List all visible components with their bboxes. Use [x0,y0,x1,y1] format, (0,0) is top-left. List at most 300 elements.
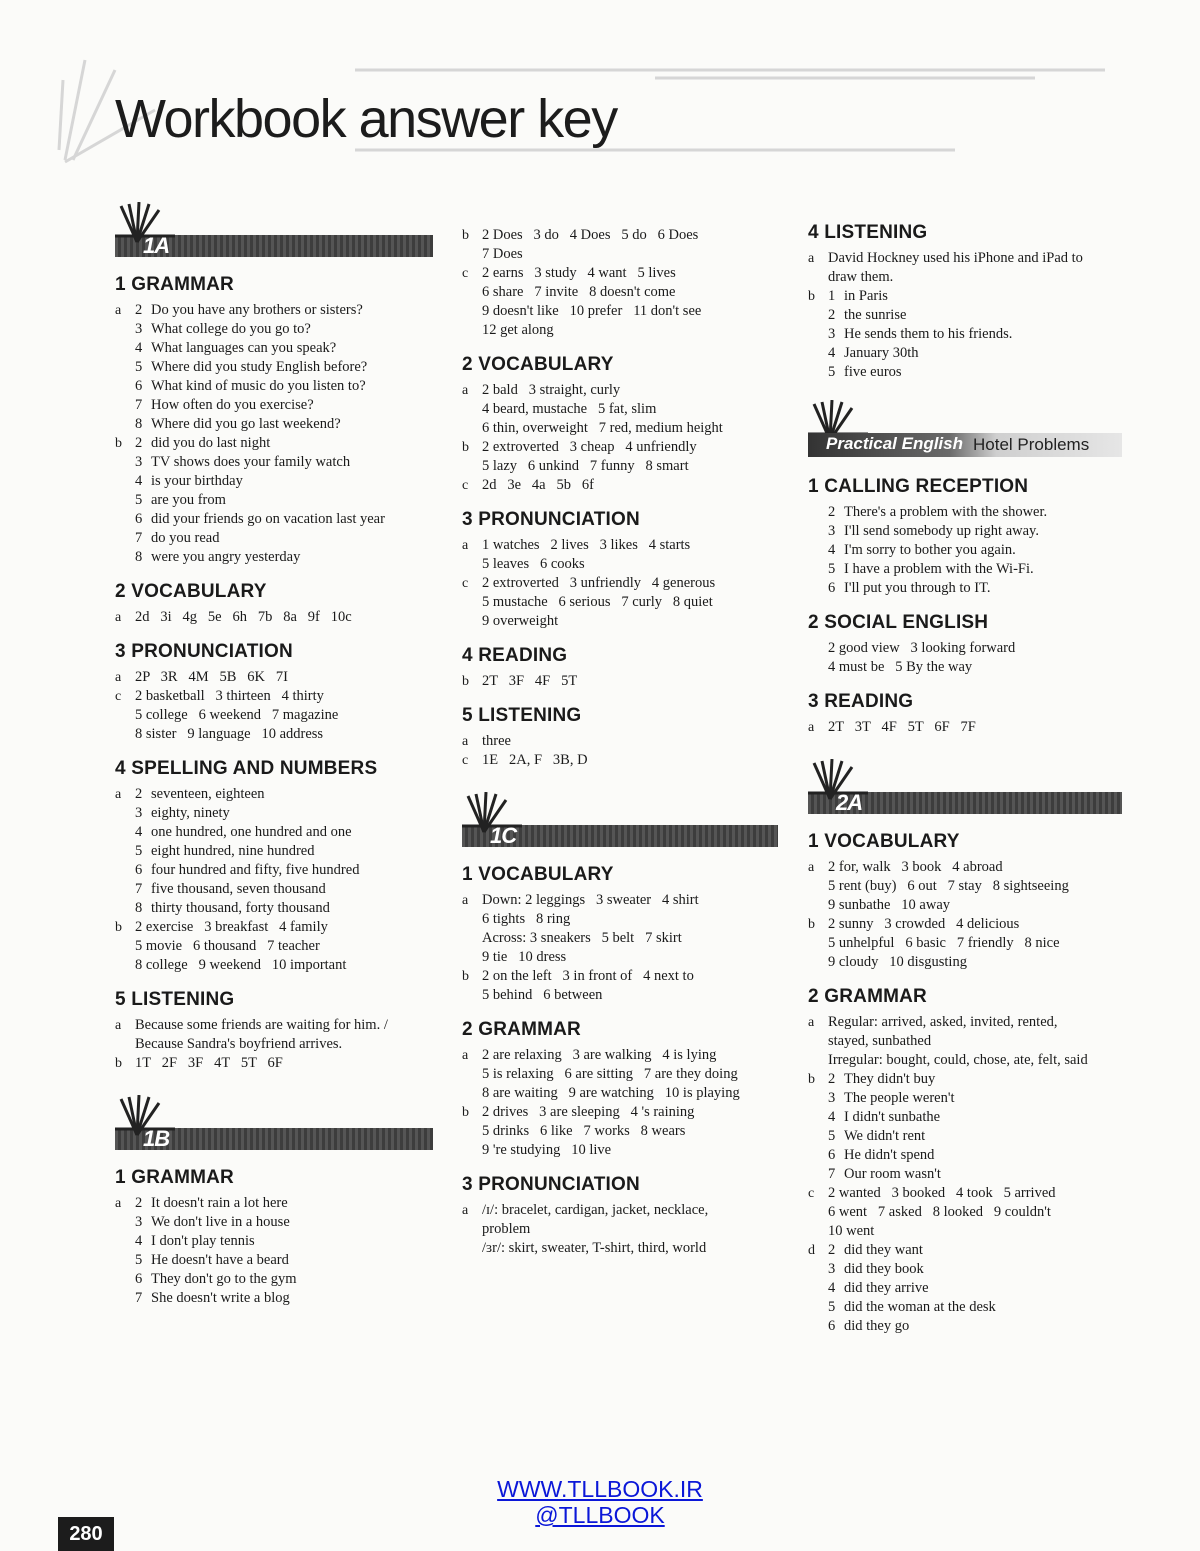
answer-line: 2T 3F 4F 5T [482,673,578,689]
answer-part [462,732,778,751]
numbered-answer [135,548,433,567]
answer-number: 4 [828,542,836,558]
answer-section-continued [462,226,778,340]
answer-part [808,915,1122,972]
part-letter: c [808,1186,815,1201]
answer-section [462,645,778,691]
section-heading: 4 READING [462,645,568,666]
part-letter: a [808,1015,815,1030]
numbered-answer [135,1270,433,1289]
part-letter: a [462,893,469,908]
section-heading: 2 SOCIAL ENGLISH [808,612,989,633]
section-heading: 5 LISTENING [115,989,235,1010]
answer-number: 3 [135,454,143,470]
answer-line: 4 must be 5 By the way [828,659,973,675]
part-letter: d [808,1243,815,1258]
section-heading: 5 LISTENING [462,705,582,726]
numbered-answer [828,522,1122,541]
answer-line: 5 drinks 6 like 7 works 8 wears [482,1123,686,1139]
section-heading: 4 LISTENING [808,222,928,243]
answer-section [462,864,778,1005]
page-title: Workbook answer key [115,89,617,149]
answer-number: 5 [135,1252,143,1268]
numbered-answer [135,823,433,842]
answer-text: They don't go to the gym [151,1271,297,1287]
numbered-answer [828,363,1122,382]
answer-number: 7 [135,881,143,897]
answer-line: problem [482,1221,531,1237]
answer-line: 8 sister 9 language 10 address [135,726,324,742]
answer-text: Where did you go last weekend? [151,416,341,432]
part-letter: a [462,734,469,749]
answer-line: 2d 3i 4g 5e 6h 7b 8a 9f 10c [135,609,352,625]
answer-number: 6 [135,1271,143,1287]
column-middle [462,226,778,1258]
answer-line: 10 went [828,1223,875,1239]
numbered-answer [135,1251,433,1270]
answer-text: What college do you go to? [151,321,311,337]
part-letter: b [115,920,122,935]
part-letter: a [462,538,469,553]
numbered-answer [135,396,433,415]
answer-number: 4 [828,1280,836,1296]
answer-part [808,1241,1122,1336]
answer-section [808,612,1122,677]
answer-text: are you from [151,492,226,508]
answer-line: David Hockney used his iPhone and iPad to [828,250,1083,266]
answer-number: 4 [135,340,143,356]
answer-line: 2 Does 3 do 4 Does 5 do 6 Does [482,227,699,243]
answer-text: the sunrise [844,307,907,323]
answer-text: He didn't spend [844,1147,935,1163]
answer-section [462,354,778,495]
numbered-answer [135,1194,433,1213]
answer-number: 6 [828,1147,836,1163]
section-heading: 3 PRONUNCIATION [115,641,293,662]
answer-section [808,476,1122,598]
answer-text: TV shows does your family watch [151,454,351,470]
answer-line: 2 extroverted 3 unfriendly 4 generous [482,575,716,591]
numbered-answer [135,785,433,804]
answer-line: 9 tie 10 dress [482,949,567,965]
answer-number: 1 [828,288,836,304]
unit-label: 2A [836,790,863,815]
answer-number: 4 [828,1109,836,1125]
part-letter: b [808,289,815,304]
answer-part [808,503,1122,598]
answer-line: 2d 3e 4a 5b 6f [482,477,594,493]
answer-line: 5 unhelpful 6 basic 7 friendly 8 nice [828,935,1060,951]
answer-line: 5 mustache 6 serious 7 curly 8 quiet [482,594,713,610]
answer-text: January 30th [844,345,919,361]
answer-part [808,718,1122,737]
answer-number: 2 [135,786,143,802]
answer-line: 6 thin, overweight 7 red, medium height [482,420,723,436]
section-heading: 1 GRAMMAR [115,1167,234,1188]
answer-section [462,1019,778,1160]
answer-number: 4 [135,473,143,489]
answer-line: 2 wanted 3 booked 4 took 5 arrived [828,1185,1056,1201]
answer-number: 2 [135,1195,143,1211]
answer-text: The people weren't [844,1090,955,1106]
answer-number: 3 [135,321,143,337]
answer-part [462,1201,778,1258]
answer-text: She doesn't write a blog [151,1290,290,1306]
page-number: 280 [58,1517,114,1551]
answer-line: 1 watches 2 lives 3 likes 4 starts [482,537,691,553]
part-letter: c [462,478,469,493]
answer-text: do you read [151,530,220,546]
answer-line: 5 college 6 weekend 7 magazine [135,707,339,723]
footer-channel-link[interactable]: @TLLBOOK [535,1502,665,1528]
answer-line: 2 extroverted 3 cheap 4 unfriendly [482,439,697,455]
part-letter: a [115,1018,122,1033]
answer-text: It doesn't rain a lot here [151,1195,288,1211]
answer-part [462,438,778,476]
answer-text: did they book [844,1261,924,1277]
answer-text: Do you have any brothers or sisters? [151,302,363,318]
answer-line: 6 share 7 invite 8 doesn't come [482,284,676,300]
numbered-answer [135,301,433,320]
answer-part [462,1046,778,1103]
answer-text: four hundred and fifty, five hundred [151,862,360,878]
answer-section [462,1174,778,1258]
part-letter: b [462,969,469,984]
answer-number: 6 [135,511,143,527]
answer-text: What kind of music do you listen to? [151,378,366,394]
answer-section [115,989,433,1073]
section-heading: 3 PRONUNCIATION [462,509,640,530]
answer-number: 4 [135,824,143,840]
numbered-answer [828,1279,1122,1298]
answer-text: eighty, ninety [151,805,230,821]
answer-text: is your birthday [151,473,243,489]
answer-part [462,574,778,631]
answer-part [462,264,778,340]
answer-number: 6 [135,378,143,394]
numbered-answer [135,377,433,396]
answer-text: I have a problem with the Wi-Fi. [844,561,1034,577]
section-heading: 3 PRONUNCIATION [462,1174,640,1195]
numbered-answer [135,510,433,529]
answer-text: I'll send somebody up right away. [844,523,1039,539]
answer-text: did the woman at the desk [844,1299,996,1315]
answer-section [115,641,433,744]
answer-line: 2 basketball 3 thirteen 4 thirty [135,688,324,704]
part-letter: a [115,787,122,802]
answer-text: one hundred, one hundred and one [151,824,352,840]
numbered-answer [828,1260,1122,1279]
answer-text: thirty thousand, forty thousand [151,900,330,916]
answer-line: Because some friends are waiting for him. / [135,1017,388,1033]
answer-line: 5 movie 6 thousand 7 teacher [135,938,320,954]
numbered-answer [828,1241,1122,1260]
answer-number: 2 [828,1071,836,1087]
answer-line: draw them. [828,269,894,285]
answer-part [808,1070,1122,1184]
numbered-answer [828,1108,1122,1127]
answer-section [462,705,778,770]
answer-part [115,608,433,627]
answer-part [808,287,1122,382]
numbered-answer [135,453,433,472]
answer-text: five thousand, seven thousand [151,881,326,897]
answer-part [808,858,1122,915]
part-letter: a [808,860,815,875]
part-letter: b [462,1105,469,1120]
answer-number: 6 [135,862,143,878]
numbered-answer [828,541,1122,560]
numbered-answer [135,339,433,358]
numbered-answer [135,899,433,918]
section-heading: 1 GRAMMAR [115,274,234,295]
numbered-answer [135,358,433,377]
answer-part [462,891,778,967]
answer-line: 6 went 7 asked 8 looked 9 couldn't [828,1204,1051,1220]
answer-line: 5 leaves 6 cooks [482,556,585,572]
numbered-answer [828,325,1122,344]
part-letter: b [462,440,469,455]
answer-part [115,1054,433,1073]
answer-text: did you do last night [151,435,271,451]
answer-line: 2 good view 3 looking forward [828,640,1016,656]
answer-part [115,1016,433,1054]
answer-line: /ɜr/: skirt, sweater, T-shirt, third, world [482,1240,707,1256]
answer-part [462,967,778,1005]
answer-number: 4 [828,345,836,361]
part-letter: a [462,1203,469,1218]
numbered-answer [135,880,433,899]
answer-number: 7 [135,1290,143,1306]
section-heading: 2 GRAMMAR [462,1019,581,1040]
numbered-answer [135,491,433,510]
part-letter: b [115,1056,122,1071]
answer-part [462,476,778,495]
answer-part [115,687,433,744]
answer-line: 7 Does [482,246,523,262]
answer-line: 9 doesn't like 10 prefer 11 don't see [482,303,702,319]
part-letter: b [462,228,469,243]
section-heading: 1 VOCABULARY [808,831,960,852]
answer-text: did they go [844,1318,910,1334]
answer-line: 2 exercise 3 breakfast 4 family [135,919,328,935]
answer-line: /ɪ/: bracelet, cardigan, jacket, necklace, [482,1202,709,1218]
column-right [808,222,1122,1336]
numbered-answer [135,472,433,491]
answer-text: He doesn't have a beard [151,1252,289,1268]
section-heading: 1 VOCABULARY [462,864,614,885]
part-letter: b [115,436,122,451]
answer-line: 9 sunbathe 10 away [828,897,951,913]
part-letter: c [115,689,122,704]
answer-line: stayed, sunbathed [828,1033,932,1049]
numbered-answer [828,1317,1122,1336]
answer-line: Because Sandra's boyfriend arrives. [135,1036,343,1052]
answer-text: We didn't rent [844,1128,926,1144]
answer-section [808,222,1122,382]
answer-text: I'm sorry to bother you again. [844,542,1016,558]
numbered-answer [828,579,1122,598]
answer-part [115,668,433,687]
part-letter: a [115,610,122,625]
numbered-answer [828,344,1122,363]
answer-number: 2 [828,307,836,323]
numbered-answer [135,861,433,880]
answer-section [115,1167,433,1308]
part-letter: a [115,303,122,318]
part-letter: c [462,753,469,768]
numbered-answer [828,560,1122,579]
answer-line: 9 overweight [482,613,559,629]
numbered-answer [828,287,1122,306]
answer-number: 3 [828,1090,836,1106]
answer-number: 8 [135,416,143,432]
answer-text: in Paris [844,288,888,304]
answer-line: 2 bald 3 straight, curly [482,382,621,398]
part-letter: a [115,1196,122,1211]
numbered-answer [135,1213,433,1232]
unit-label: 1B [143,1126,170,1151]
answer-number: 8 [135,900,143,916]
part-letter: b [808,917,815,932]
section-heading: 1 CALLING RECEPTION [808,476,1029,497]
answer-part [808,639,1122,677]
answer-line: 8 are waiting 9 are watching 10 is playing [482,1085,740,1101]
answer-part [808,1013,1122,1070]
answer-text: He sends them to his friends. [844,326,1013,342]
answer-line: 2T 3T 4F 5T 6F 7F [828,719,976,735]
answer-part [808,249,1122,287]
answer-number: 3 [828,326,836,342]
numbered-answer [828,503,1122,522]
answer-line: 5 is relaxing 6 are sitting 7 are they doing [482,1066,738,1082]
answer-section [808,691,1122,737]
answer-number: 5 [828,1299,836,1315]
unit-banner [115,202,433,260]
answer-part [462,381,778,438]
answer-part [462,751,778,770]
answer-number: 5 [135,359,143,375]
numbered-answer [135,415,433,434]
answer-text: I'll put you through to IT. [844,580,991,596]
answer-text: Where did you study English before? [151,359,368,375]
answer-part [115,434,433,567]
practical-english-banner [808,400,1122,462]
part-letter: c [462,576,469,591]
answer-section [808,831,1122,972]
numbered-answer [828,1298,1122,1317]
section-heading: 2 GRAMMAR [808,986,927,1007]
answer-text: I don't play tennis [151,1233,255,1249]
answer-line: Down: 2 leggings 3 sweater 4 shirt [482,892,699,908]
numbered-answer [828,1146,1122,1165]
numbered-answer [135,842,433,861]
part-letter: b [808,1072,815,1087]
answer-line: 5 rent (buy) 6 out 7 stay 8 sightseeing [828,878,1069,894]
answer-text: What languages can you speak? [151,340,337,356]
numbered-answer [135,434,433,453]
answer-number: 2 [828,1242,836,1258]
answer-line: 9 cloudy 10 disgusting [828,954,967,970]
numbered-answer [828,1089,1122,1108]
answer-number: 3 [828,523,836,539]
part-letter: a [808,720,815,735]
answer-line: 5 behind 6 between [482,987,603,1003]
answer-line: 2P 3R 4M 5B 6K 7I [135,669,288,685]
answer-line: 2 for, walk 3 book 4 abroad [828,859,1003,875]
answer-line: 2 sunny 3 crowded 4 delicious [828,916,1020,932]
numbered-answer [135,529,433,548]
answer-text: did your friends go on vacation last year [151,511,385,527]
answer-number: 4 [135,1233,143,1249]
numbered-answer [828,306,1122,325]
answer-section [462,509,778,631]
answer-line: Across: 3 sneakers 5 belt 7 skirt [482,930,682,946]
answer-part [462,1103,778,1160]
answer-line: 12 get along [482,322,554,338]
answer-number: 2 [828,504,836,520]
answer-part [462,672,778,691]
answer-number: 7 [828,1166,836,1182]
answer-part [115,1194,433,1308]
answer-number: 3 [135,805,143,821]
answer-text: eight hundred, nine hundred [151,843,315,859]
answer-text: I didn't sunbathe [844,1109,941,1125]
answer-text: Our room wasn't [844,1166,941,1182]
answer-number: 3 [135,1214,143,1230]
section-heading: 4 SPELLING AND NUMBERS [115,758,378,779]
unit-label: 1A [143,233,170,258]
numbered-answer [828,1165,1122,1184]
answer-number: 7 [135,530,143,546]
answer-section [115,758,433,975]
practical-english-topic: Hotel Problems [973,435,1090,454]
answer-line: Regular: arrived, asked, invited, rented, [828,1014,1058,1030]
numbered-answer [828,1070,1122,1089]
answer-line: 1T 2F 3F 4T 5T 6F [135,1055,283,1071]
answer-part [462,226,778,264]
answer-text: They didn't buy [844,1071,936,1087]
answer-number: 5 [828,1128,836,1144]
answer-text: did they want [844,1242,923,1258]
answer-number: 6 [828,580,836,596]
answer-number: 7 [135,397,143,413]
part-letter: a [462,1048,469,1063]
answer-line: 9 're studying 10 live [482,1142,612,1158]
answer-line: 1E 2A, F 3B, D [482,752,588,768]
answer-number: 5 [135,492,143,508]
section-heading: 2 VOCABULARY [462,354,614,375]
answer-line: 4 beard, mustache 5 fat, slim [482,401,657,417]
part-letter: a [115,670,122,685]
answer-text: seventeen, eighteen [151,786,265,802]
answer-text: We don't live in a house [151,1214,290,1230]
answer-section [115,274,433,567]
part-letter: b [462,674,469,689]
footer-website-link[interactable]: WWW.TLLBOOK.IR [497,1476,703,1502]
answer-part [115,785,433,918]
answer-part [808,1184,1122,1241]
answer-part [115,301,433,434]
part-letter: a [462,383,469,398]
answer-line: three [482,733,511,749]
answer-line: 2 are relaxing 3 are walking 4 is lying [482,1047,717,1063]
unit-banner [115,1095,433,1153]
section-heading: 2 VOCABULARY [115,581,267,602]
answer-text: five euros [844,364,902,380]
answer-section [115,581,433,627]
answer-number: 2 [135,435,143,451]
